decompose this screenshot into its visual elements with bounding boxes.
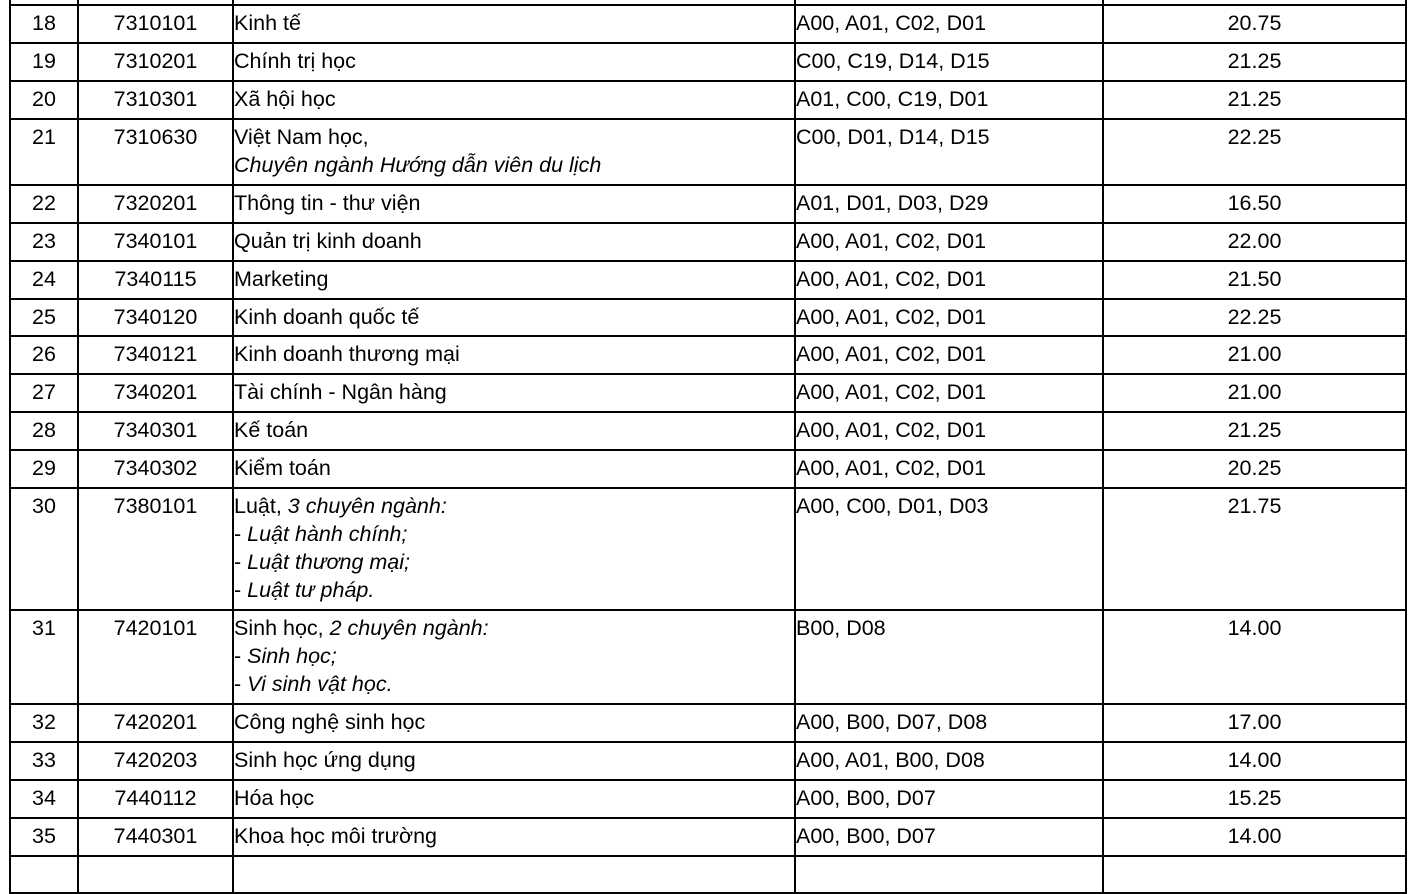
cell-benchmark-score: 14.00 (1103, 742, 1406, 780)
cell-major-name (233, 185, 795, 223)
cell-major-name (233, 374, 795, 412)
major-name-line (234, 671, 794, 699)
cell-name (233, 856, 795, 893)
cell-major-name (233, 488, 795, 610)
major-name-segment: Khoa học môi trường (234, 823, 437, 848)
major-name-line (234, 521, 794, 549)
cell-major-name (233, 5, 795, 43)
cell-index: 22 (10, 185, 78, 223)
cell-index: 18 (10, 5, 78, 43)
major-name-line (234, 152, 794, 180)
major-name-segment-italic: Vi sinh vật học. (247, 671, 393, 696)
cell-index: 28 (10, 412, 78, 450)
cell-major-code: 7340201 (78, 374, 233, 412)
major-name-segment: Kinh doanh quốc tế (234, 304, 420, 329)
major-name-segment: Sinh học, (234, 615, 330, 640)
cell-benchmark-score: 21.25 (1103, 412, 1406, 450)
cell-benchmark-score: 21.00 (1103, 336, 1406, 374)
major-name-line (234, 747, 794, 775)
major-name-segment: Chuyên ngành Hướng dẫn viên du lịch (234, 152, 602, 177)
cell-major-code: 7340115 (78, 261, 233, 299)
cell-index: 25 (10, 299, 78, 337)
cell-no (10, 856, 78, 893)
cell-index: 34 (10, 780, 78, 818)
cell-index: 26 (10, 336, 78, 374)
cell-subject-blocks: A00, A01, C02, D01 (795, 223, 1103, 261)
cell-major-code: 7380101 (78, 488, 233, 610)
major-name-segment: Kinh tế (234, 11, 301, 35)
cell-major-name (233, 450, 795, 488)
major-name-segment-italic: 3 chuyên ngành: (287, 494, 447, 519)
major-name-segment: Xã hội học (234, 86, 336, 111)
cell-subject-blocks: A00, A01, C02, D01 (795, 374, 1103, 412)
cell-index: 31 (10, 610, 78, 704)
major-name-segment-italic: 2 chuyên ngành: (329, 615, 489, 640)
cell-major-code: 7420201 (78, 704, 233, 742)
cell-subject-blocks: A01, D01, D03, D29 (795, 185, 1103, 223)
cell-subject-blocks: A00, B00, D07, D08 (795, 704, 1103, 742)
major-name-segment: Sinh học ứng dụng (234, 747, 416, 772)
table-row (10, 412, 1406, 450)
cell-major-name (233, 412, 795, 450)
cell-major-name (233, 261, 795, 299)
cell-index: 35 (10, 818, 78, 856)
cell-subject-blocks: A00, A01, B00, D08 (795, 742, 1103, 780)
cell-major-code: 7320201 (78, 185, 233, 223)
table-row (10, 81, 1406, 119)
major-name-segment: Marketing (234, 266, 329, 291)
cell-benchmark-score: 20.25 (1103, 450, 1406, 488)
major-name-line (234, 493, 794, 521)
cell-major-name (233, 299, 795, 337)
major-name-segment: Kế toán (234, 418, 309, 443)
cell-benchmark-score: 21.25 (1103, 43, 1406, 81)
cell-major-code: 7310201 (78, 43, 233, 81)
cell-benchmark-score: 14.00 (1103, 818, 1406, 856)
major-name-line (234, 643, 794, 671)
major-name-line (234, 379, 794, 407)
major-name-line (234, 455, 794, 483)
cell-code (78, 856, 233, 893)
cell-subject-blocks: A00, A01, C02, D01 (795, 261, 1103, 299)
cell-subject-blocks: A00, B00, D07 (795, 780, 1103, 818)
cell-major-name (233, 223, 795, 261)
cell-major-code: 7420101 (78, 610, 233, 704)
major-name-segment: Thông tin - thư viện (234, 190, 421, 215)
major-name-segment: Tài chính - Ngân hàng (234, 380, 447, 405)
cell-benchmark-score: 15.25 (1103, 780, 1406, 818)
cell-major-code: 7440112 (78, 780, 233, 818)
major-name-line (234, 823, 794, 851)
major-name-segment: - (234, 522, 248, 547)
major-name-line (234, 86, 794, 114)
table-row (10, 336, 1406, 374)
cell-index: 27 (10, 374, 78, 412)
table-row (10, 780, 1406, 818)
major-name-segment: - (234, 671, 248, 696)
major-name-line (234, 228, 794, 256)
cell-major-code: 7340121 (78, 336, 233, 374)
cell-major-name (233, 780, 795, 818)
major-name-segment: Chính trị học (234, 48, 356, 73)
cell-subject-blocks: A00, C00, D01, D03 (795, 488, 1103, 610)
cell-major-code: 7420203 (78, 742, 233, 780)
cell-subject-blocks: B00, D08 (795, 610, 1103, 704)
major-name-segment: Việt Nam học, (234, 124, 369, 149)
cell-benchmark-score: 22.25 (1103, 299, 1406, 337)
cell-major-name (233, 704, 795, 742)
major-name-line (234, 785, 794, 813)
cell-score (1103, 856, 1406, 893)
major-name-segment: - (234, 578, 248, 602)
major-name-line (234, 709, 794, 737)
major-name-segment-italic: Luật thương mại; (247, 550, 411, 575)
cell-index: 32 (10, 704, 78, 742)
major-name-line (234, 10, 794, 38)
cell-major-code: 7310101 (78, 5, 233, 43)
table-row (10, 223, 1406, 261)
cell-major-name (233, 818, 795, 856)
table-row (10, 119, 1406, 185)
cell-major-code: 7440301 (78, 818, 233, 856)
cell-major-code: 7340302 (78, 450, 233, 488)
cell-benchmark-score: 17.00 (1103, 704, 1406, 742)
table-row (10, 185, 1406, 223)
major-name-line (234, 577, 794, 605)
cell-index: 20 (10, 81, 78, 119)
cell-benchmark-score: 14.00 (1103, 610, 1406, 704)
major-name-line (234, 190, 794, 218)
cell-benchmark-score: 21.75 (1103, 488, 1406, 610)
cell-benchmark-score: 16.50 (1103, 185, 1406, 223)
cell-benchmark-score: 22.25 (1103, 119, 1406, 185)
cell-benchmark-score: 20.75 (1103, 5, 1406, 43)
major-name-line (234, 48, 794, 76)
cell-index: 21 (10, 119, 78, 185)
major-name-line (234, 124, 794, 152)
major-name-line (234, 615, 794, 643)
table-row (10, 43, 1406, 81)
major-name-segment: Quản trị kinh doanh (234, 228, 422, 253)
cell-subject-blocks: A00, A01, C02, D01 (795, 5, 1103, 43)
major-name-segment: Công nghệ sinh học (234, 709, 426, 734)
cell-benchmark-score: 21.50 (1103, 261, 1406, 299)
cell-major-name (233, 43, 795, 81)
cell-benchmark-score: 22.00 (1103, 223, 1406, 261)
cell-subject-blocks: A00, A01, C02, D01 (795, 412, 1103, 450)
cell-benchmark-score: 21.25 (1103, 81, 1406, 119)
major-name-segment: Kiểm toán (234, 456, 331, 481)
cell-major-code: 7340301 (78, 412, 233, 450)
table-row (10, 5, 1406, 43)
table-row (10, 450, 1406, 488)
table-row (10, 818, 1406, 856)
major-name-segment: - (234, 643, 248, 668)
cell-major-name (233, 336, 795, 374)
cell-index: 23 (10, 223, 78, 261)
cell-major-code: 7340101 (78, 223, 233, 261)
major-name-segment-italic: Luật hành chính; (247, 522, 408, 547)
major-name-line (234, 304, 794, 332)
table-row (10, 261, 1406, 299)
table-row (10, 374, 1406, 412)
major-name-line (234, 417, 794, 445)
table-row (10, 742, 1406, 780)
major-name-line (234, 549, 794, 577)
major-name-segment-italic: Sinh học; (247, 643, 337, 668)
cell-major-name (233, 81, 795, 119)
cell-major-name (233, 119, 795, 185)
cell-subject-blocks: A00, A01, C02, D01 (795, 299, 1103, 337)
cell-benchmark-score: 21.00 (1103, 374, 1406, 412)
cell-major-name (233, 610, 795, 704)
cell-major-code: 7310630 (78, 119, 233, 185)
major-name-line (234, 341, 794, 369)
cell-index: 24 (10, 261, 78, 299)
major-name-segment: Hóa học (234, 785, 315, 810)
major-name-segment-italic: Luật tư pháp. (247, 578, 375, 602)
cell-subject-blocks: A00, B00, D07 (795, 818, 1103, 856)
table-row (10, 488, 1406, 610)
table-row (10, 610, 1406, 704)
cell-index: 19 (10, 43, 78, 81)
cell-index: 29 (10, 450, 78, 488)
major-name-segment: - (234, 550, 248, 575)
cell-subject-blocks: A00, A01, C02, D01 (795, 336, 1103, 374)
major-name-line (234, 266, 794, 294)
cell-major-code: 7310301 (78, 81, 233, 119)
cell-subject-blocks: C00, D01, D14, D15 (795, 119, 1103, 185)
cell-index: 30 (10, 488, 78, 610)
cell-subject-blocks: A01, C00, C19, D01 (795, 81, 1103, 119)
major-name-segment: Luật, (234, 494, 288, 519)
cell-subject-blocks: C00, C19, D14, D15 (795, 43, 1103, 81)
admission-scores-table (9, 0, 1407, 894)
cell-major-code: 7340120 (78, 299, 233, 337)
cell-subject-blocks: A00, A01, C02, D01 (795, 450, 1103, 488)
table-row (10, 704, 1406, 742)
cell-block (795, 856, 1103, 893)
table-row (10, 299, 1406, 337)
table-body (10, 0, 1406, 893)
cell-major-name (233, 742, 795, 780)
cell-index: 33 (10, 742, 78, 780)
table-row-partial-bottom (10, 856, 1406, 893)
major-name-segment: Kinh doanh thương mại (234, 342, 460, 367)
